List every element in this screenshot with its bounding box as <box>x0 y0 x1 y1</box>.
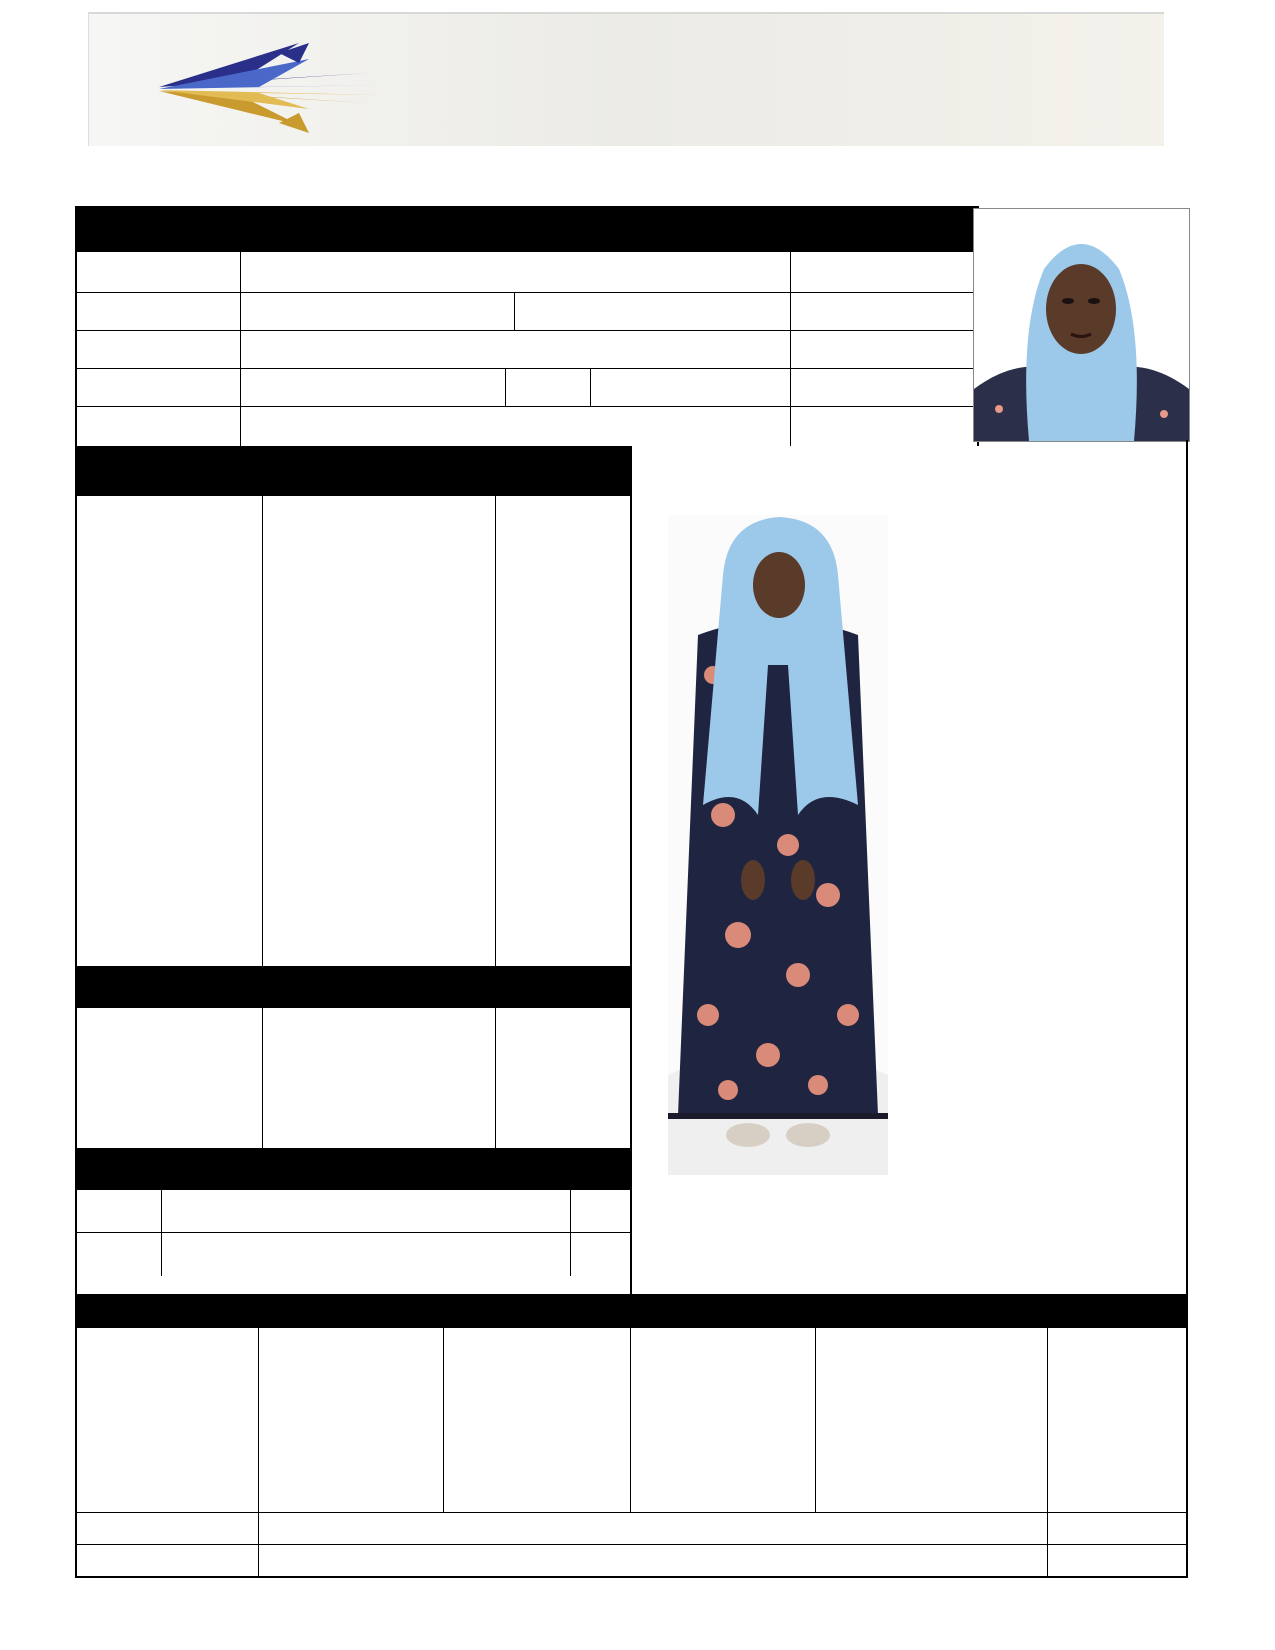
portrait-photo <box>973 208 1190 442</box>
details-section-header <box>75 446 630 496</box>
company-banner <box>88 12 1164 146</box>
company-logo-icon <box>159 29 399 139</box>
previous-table <box>77 1190 630 1276</box>
languages-section-header <box>75 966 630 1008</box>
skills-table <box>77 1328 1186 1578</box>
skills-section-header <box>75 1294 1188 1328</box>
full-body-photo <box>668 515 888 1175</box>
details-table <box>77 496 630 966</box>
application-title <box>77 208 977 252</box>
previous-section-header <box>75 1148 630 1190</box>
languages-table <box>77 1008 630 1148</box>
